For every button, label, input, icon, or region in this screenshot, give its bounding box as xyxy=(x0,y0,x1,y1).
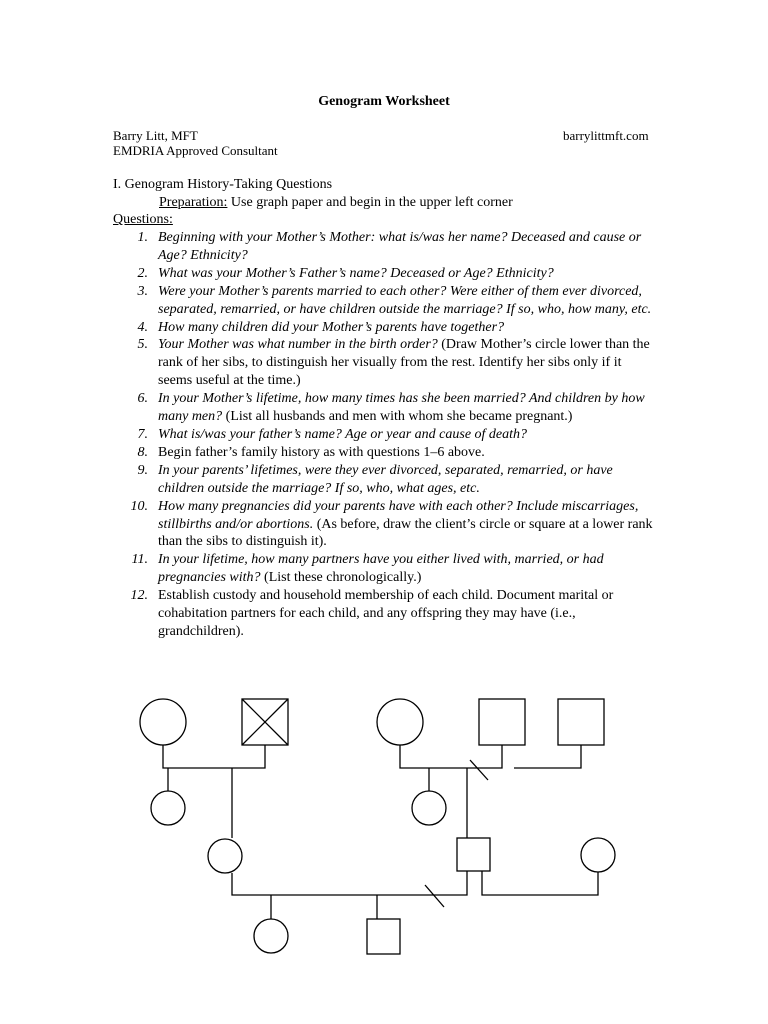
parents-marriage-line xyxy=(232,871,467,895)
author-credential: EMDRIA Approved Consultant xyxy=(113,143,278,158)
question-plain-text: (Draw Mother’s circle lower than the rank of her sibs, to distinguish her visually from the rest. Identify her sibs only if it seems useful at the time.) xyxy=(158,337,650,389)
question-number: 5. xyxy=(137,337,148,353)
question-italic-text: Beginning with your Mother’s Mother: what is/was her name? Deceased and cause or Age? Ethnicity? xyxy=(158,230,642,263)
divorce-slash xyxy=(425,885,444,907)
question-italic-text: In your Mother’s lifetime, how many times has she been married? And children by how many men? xyxy=(158,391,645,425)
question-plain-text: (As before, draw the client’s circle or square at a lower rank than the sibs to distinguish it). xyxy=(158,516,653,550)
question-italic-text: What is/was your father’s name? Age or year and cause of death? xyxy=(158,426,528,442)
paternal-grandfather-square xyxy=(479,699,525,745)
question-number: 3. xyxy=(137,283,148,299)
section-heading: I. Genogram History-Taking Questions xyxy=(113,177,333,192)
preparation-text: Use graph paper and begin in the upper left corner xyxy=(227,195,513,210)
client-square xyxy=(367,919,400,954)
question-italic-text: In your lifetime, how many partners have you either lived with, married, or had pregnancies with? xyxy=(158,552,604,586)
question-italic-text: In your parents’ lifetimes, were they ever divorced, separated, remarried, or have children outside the marriage? If so, who, what ages, etc. xyxy=(158,462,613,496)
divorce-slash xyxy=(470,760,488,780)
author-name: Barry Litt, MFT xyxy=(113,128,198,143)
maternal-grandmother-circle xyxy=(140,699,186,745)
sibling-circle xyxy=(254,919,288,953)
father-square xyxy=(457,838,490,871)
maternal-grandparents-marriage-line xyxy=(163,745,265,768)
question-number: 6. xyxy=(137,391,148,407)
mother-circle xyxy=(208,839,242,873)
question-italic-text: How many pregnancies did your parents have with each other? Include miscarriages, stillbirths and/or abortions. xyxy=(158,498,639,532)
question-number: 12. xyxy=(130,588,148,604)
paternal-grandparents-marriage-line xyxy=(400,745,502,768)
question-plain-text: (List these chronologically.) xyxy=(260,570,422,586)
maternal-aunt-circle xyxy=(151,791,185,825)
grandfather-second-partner-square xyxy=(558,699,604,745)
question-italic-text: Were your Mother’s parents married to each other? Were either of them ever divorced, separated, remarried, or have children outside the marriage? If so, who, how many, etc. xyxy=(158,283,652,317)
father-second-partner-line xyxy=(482,871,598,895)
paternal-grandmother-circle xyxy=(377,699,423,745)
question-italic-text: Your Mother was what number in the birth order? xyxy=(158,337,438,353)
questions-label: Questions: xyxy=(113,212,173,227)
second-marriage-line xyxy=(514,745,581,768)
question-number: 1. xyxy=(137,230,148,245)
paternal-aunt-circle xyxy=(412,791,446,825)
question-number: 9. xyxy=(137,462,148,478)
question-number: 11. xyxy=(131,552,148,568)
question-italic-text: What was your Mother’s Father’s name? Deceased or Age? Ethnicity? xyxy=(158,265,554,281)
question-plain-text: Establish custody and household membership of each child. Document marital or cohabitation partners for each child, and any offspring they may have (i.e., grandchildren). xyxy=(158,588,614,639)
question-number: 8. xyxy=(137,444,148,460)
question-plain-text: Begin father’s family history as with questions 1–6 above. xyxy=(158,444,485,460)
question-number: 4. xyxy=(137,319,148,335)
author-website: barrylittmft.com xyxy=(563,128,649,143)
question-number: 2. xyxy=(137,265,148,281)
question-number: 7. xyxy=(137,426,148,442)
father-second-partner-circle xyxy=(581,838,615,872)
question-italic-text: How many children did your Mother’s parents have together? xyxy=(158,319,505,335)
preparation-label: Preparation: xyxy=(159,195,228,210)
document-title: Genogram Worksheet xyxy=(318,94,450,109)
question-plain-text: (List all husbands and men with whom she became pregnant.) xyxy=(222,409,573,425)
question-number: 10. xyxy=(130,498,148,514)
